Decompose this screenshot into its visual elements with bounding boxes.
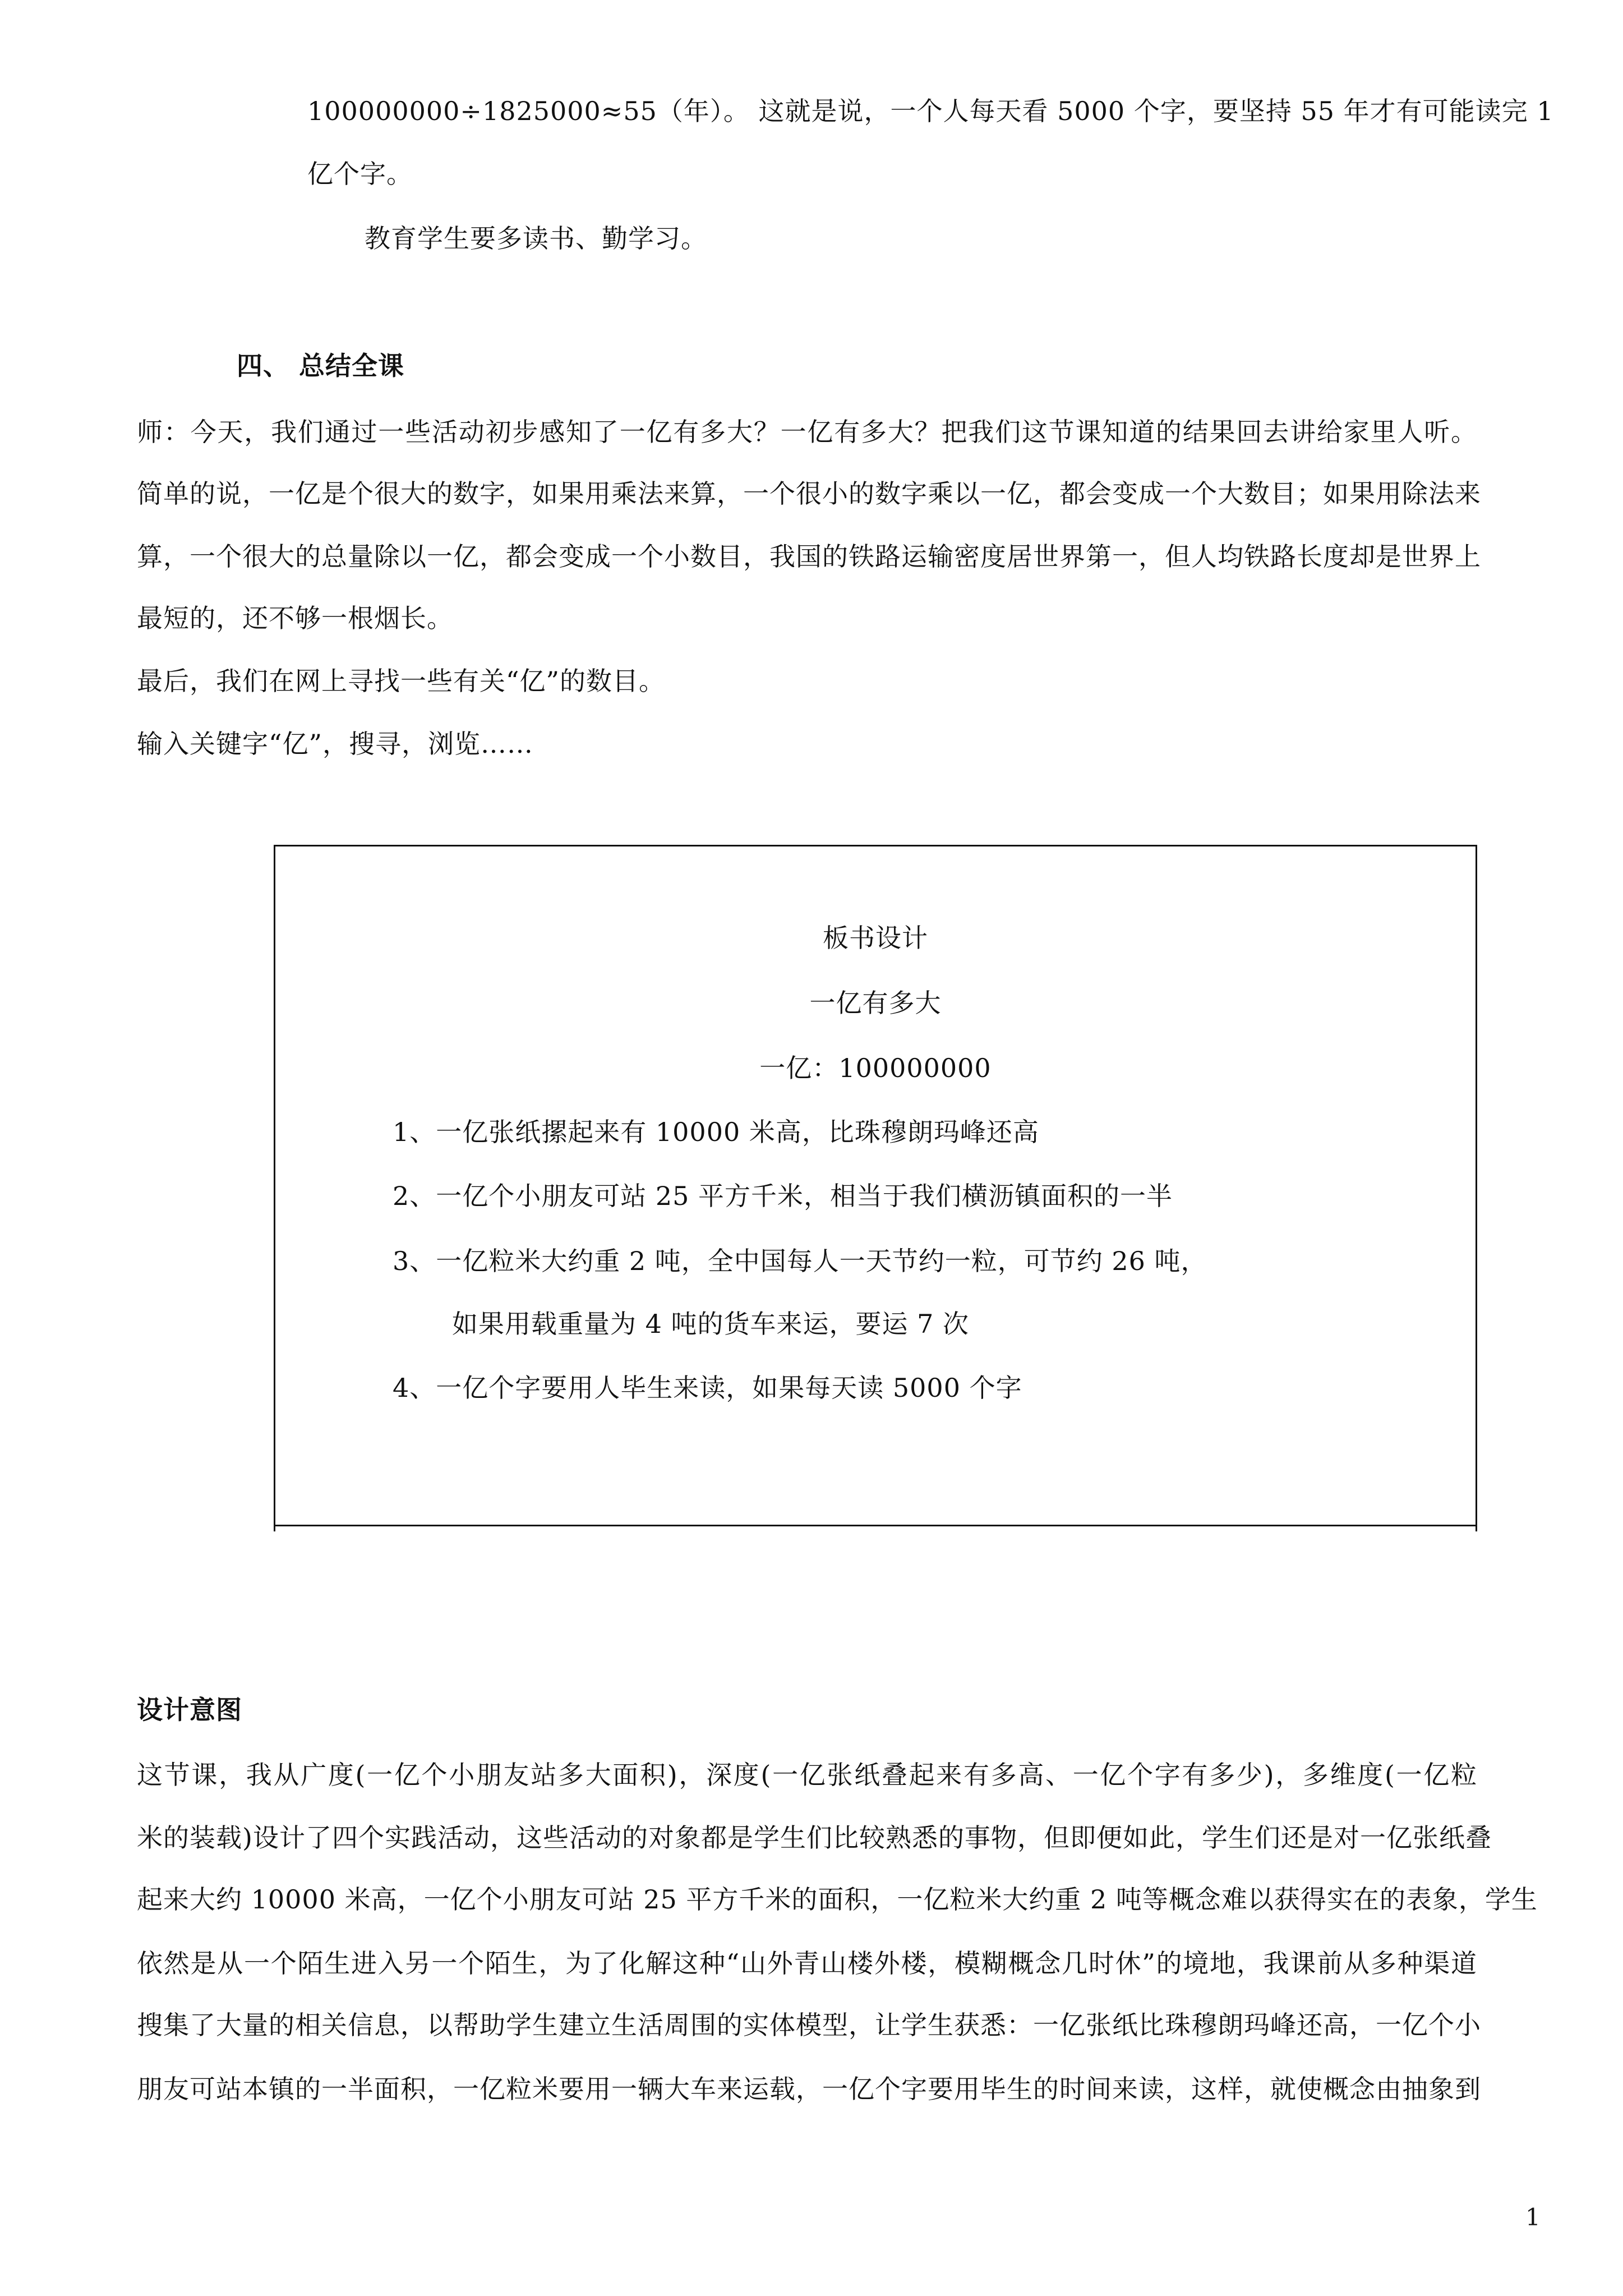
board-item-3: 3、一亿粒米大约重 2 吨，全中国每人一天节约一粒，可节约 26 吨，: [393, 1246, 1207, 1276]
summary-paragraph-line: 最短的，还不够一根烟长。: [137, 603, 453, 633]
calc-line-cont: 亿个字。: [307, 159, 413, 189]
box-bottom-rule: [274, 1525, 1477, 1526]
page-number: 1: [1525, 2203, 1541, 2231]
education-note: 教育学生要多读书、勤学习。: [365, 223, 707, 254]
section-heading-summary: 四、 总结全课: [237, 351, 405, 381]
board-number: 一亿：100000000: [759, 1053, 992, 1083]
summary-paragraph-3: 输入关键字“亿”，搜寻，浏览……: [137, 729, 534, 759]
board-subtitle: 一亿有多大: [809, 988, 942, 1018]
summary-paragraph-line: 简单的说，一亿是个很大的数字，如果用乘法来算，一个很小的数字乘以一亿，都会变成一个大数目；如果用除法来: [137, 478, 1481, 509]
summary-paragraph-line: 算，一个很大的总量除以一亿，都会变成一个小数目，我国的铁路运输密度居世界第一，但人均铁路长度却是世界上: [137, 541, 1481, 572]
design-paragraph-line: 朋友可站本镇的一半面积，一亿粒米要用一辆大车来运载，一亿个字要用毕生的时间来读，这样，就使概念由抽象到: [137, 2074, 1481, 2104]
board-title: 板书设计: [823, 923, 928, 953]
board-item-2: 2、一亿个小朋友可站 25 平方千米，相当于我们横沥镇面积的一半: [393, 1181, 1173, 1211]
board-item-3-cont: 如果用载重量为 4 吨的货车来运，要运 7 次: [452, 1309, 970, 1339]
calc-line: 100000000÷1825000≈55（年）。 这就是说，一个人每天看 5000 个字，要坚持 55 年才有可能读完 1: [307, 96, 1554, 126]
design-heading: 设计意图: [137, 1695, 242, 1725]
design-paragraph-line: 起来大约 10000 米高，一亿个小朋友可站 25 平方千米的面积，一亿粒米大约重 2 吨等概念难以获得实在的表象，学生: [137, 1884, 1538, 1915]
design-paragraph-line: 米的装载)设计了四个实践活动，这些活动的对象都是学生们比较熟悉的事物，但即便如此，学生们还是对一亿张纸叠: [137, 1823, 1492, 1853]
board-item-1: 1、一亿张纸摞起来有 10000 米高，比珠穆朗玛峰还高: [393, 1117, 1039, 1147]
summary-paragraph-2: 最后，我们在网上寻找一些有关“亿”的数目。: [137, 666, 666, 696]
summary-paragraph-line: 师：今天，我们通过一些活动初步感知了一亿有多大？一亿有多大？把我们这节课知道的结果回去讲给家里人听。: [137, 417, 1477, 447]
design-paragraph-line: 搜集了大量的相关信息，以帮助学生建立生活周围的实体模型，让学生获悉：一亿张纸比珠穆朗玛峰还高，一亿个小: [137, 2010, 1481, 2040]
board-item-4: 4、一亿个字要用人毕生来读，如果每天读 5000 个字: [393, 1373, 1022, 1403]
design-paragraph-line: 这节课，我从广度(一亿个小朋友站多大面积)，深度(一亿张纸叠起来有多高、一亿个字有多少)，多维度(一亿粒: [137, 1760, 1477, 1790]
design-paragraph-line: 依然是从一个陌生进入另一个陌生，为了化解这种“山外青山楼外楼，模糊概念几时休”的境地，我课前从多种渠道: [137, 1948, 1477, 1978]
